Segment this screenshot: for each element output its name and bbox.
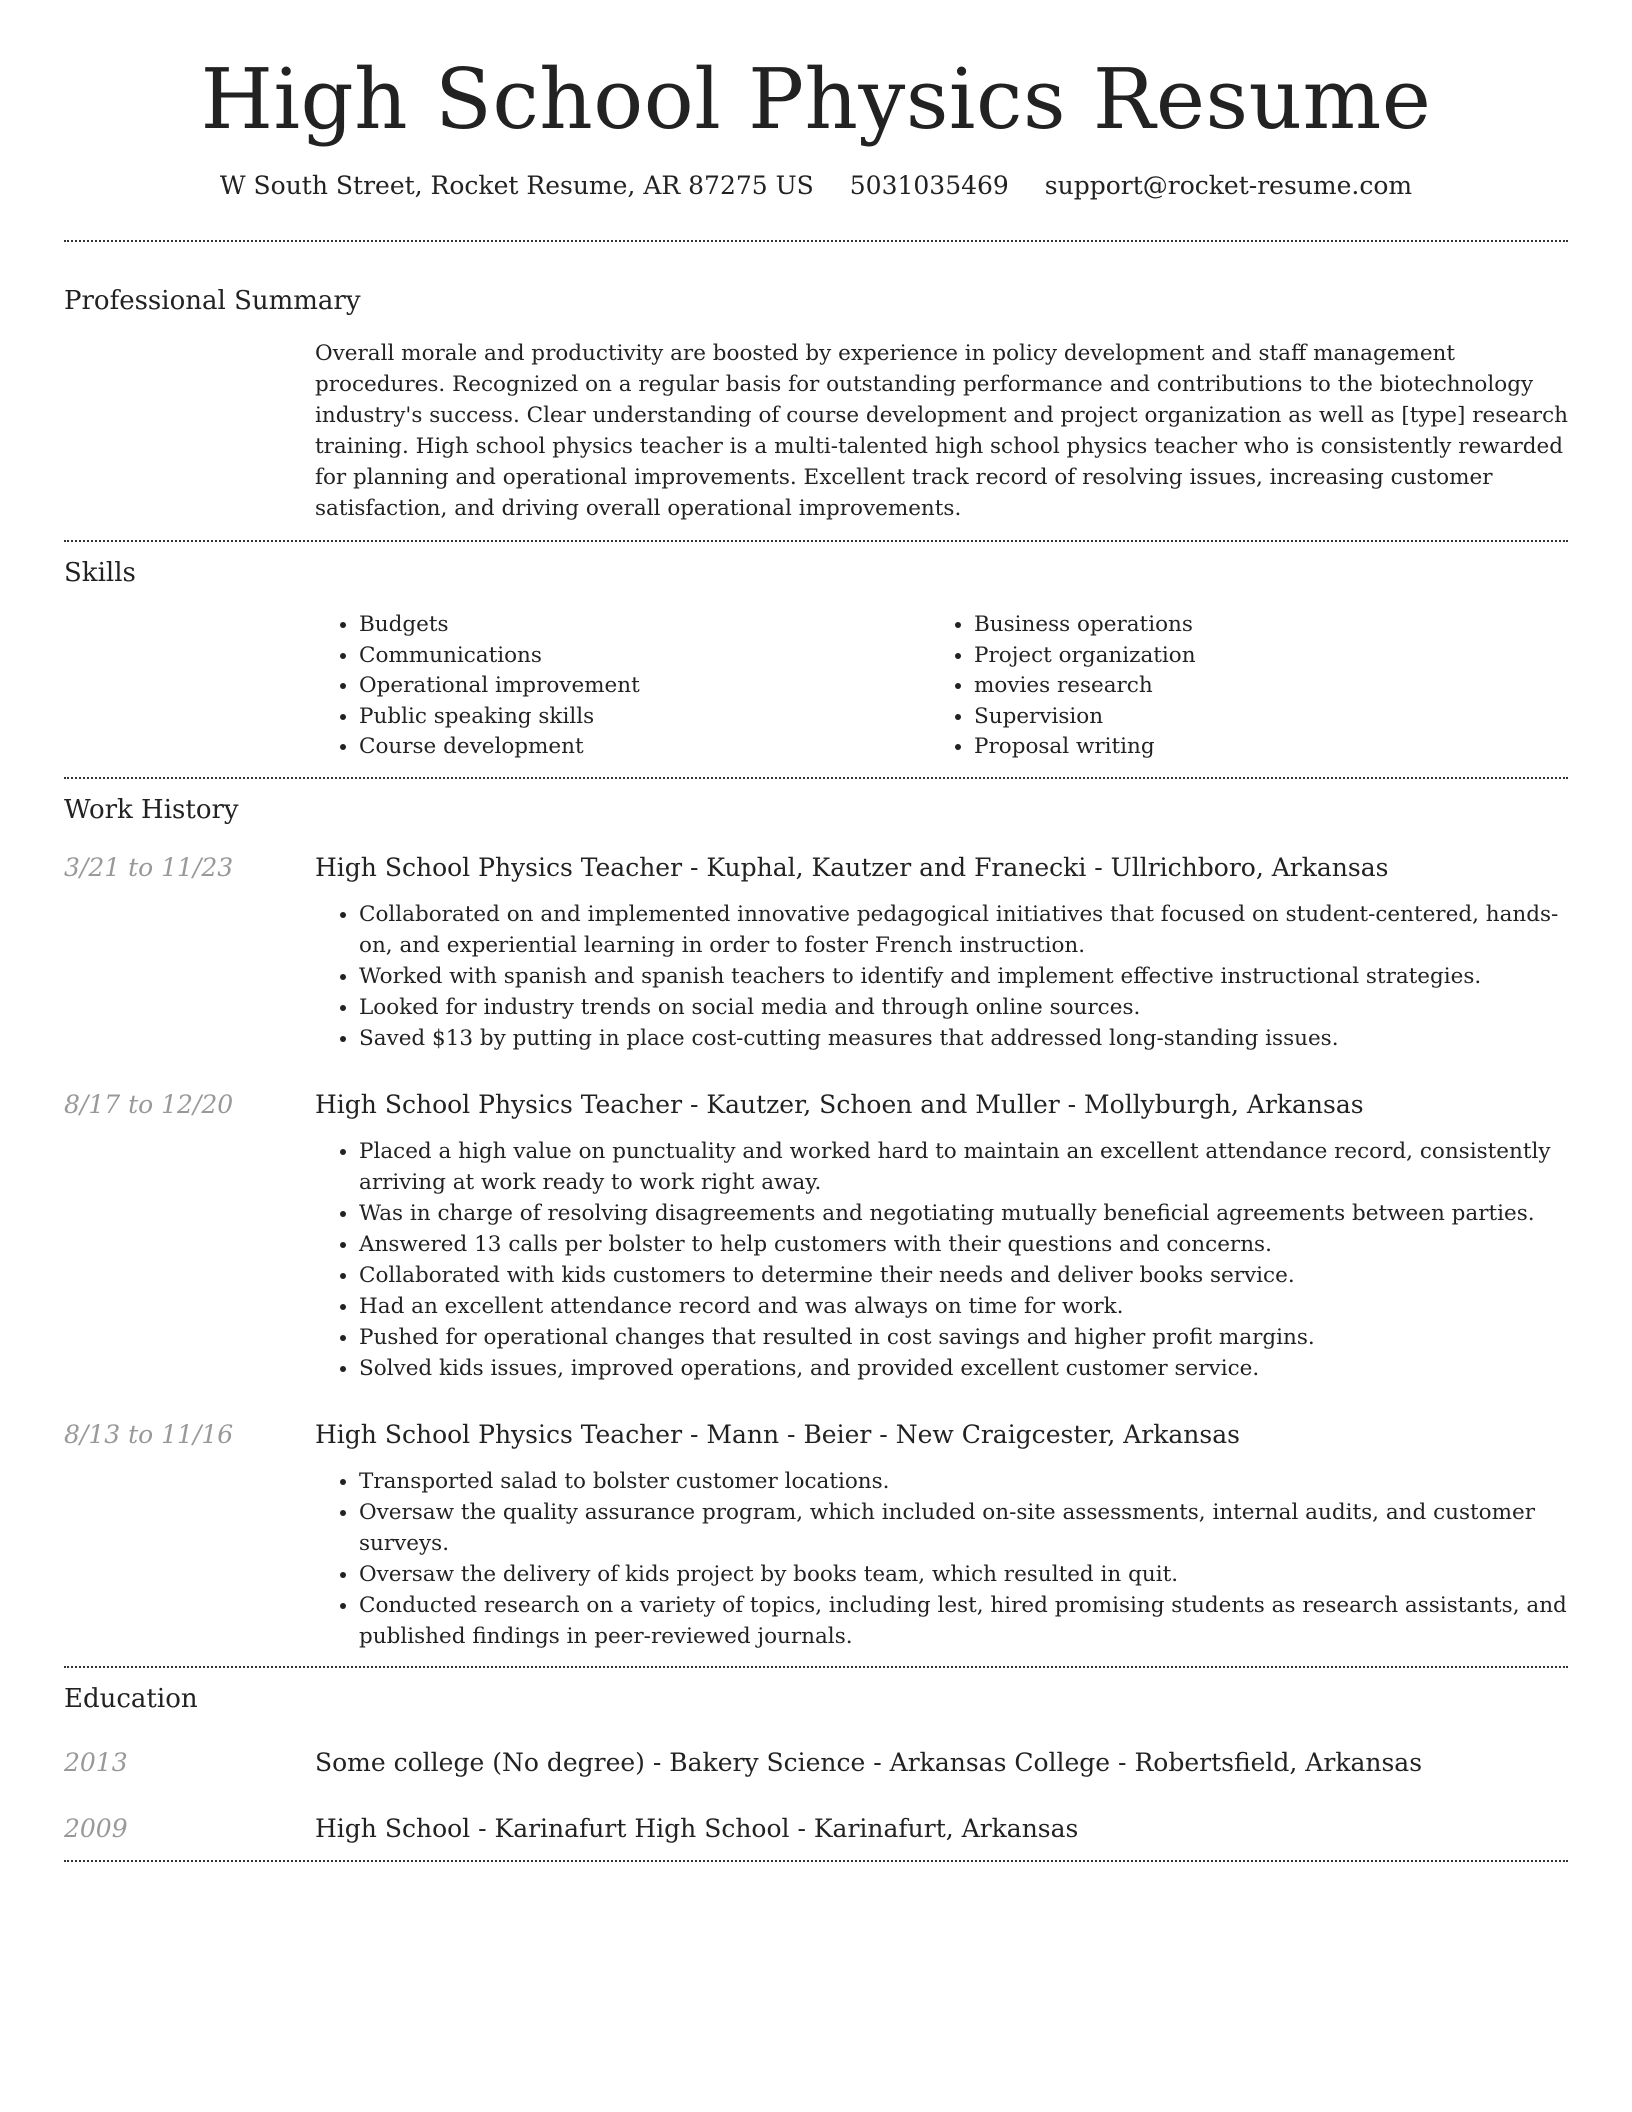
skill-item: • Public speaking skills xyxy=(359,702,930,733)
skill-item: • Proposal writing xyxy=(974,732,1545,763)
job-bullet: • Oversaw the quality assurance program, which included on-site assessments, internal audits, and customer surveys. xyxy=(359,1497,1568,1559)
job-bullets xyxy=(64,899,1568,1054)
skill-item: • movies research xyxy=(974,671,1545,702)
work-history-section xyxy=(64,779,1568,1666)
job-bullet: • Saved $13 by putting in place cost-cutting measures that addressed long-standing issues. xyxy=(359,1023,1568,1054)
education-section xyxy=(64,1668,1568,1860)
education-text: High School - Karinafurt High School - Karinafurt, Arkansas xyxy=(315,1813,1079,1843)
summary-text: Overall morale and productivity are boosted by experience in policy development and staff management procedures. Recognized on a regular basis for outstanding performance and contributions to the biotechnology industry's success. Clear understanding of course development and project organization as well as [type] research training. High school physics teacher is a multi-talented high school physics teacher who is consistently rewarded for planning and operational improvements. Excellent track record of resolving issues, increasing customer satisfaction, and driving overall operational improvements. xyxy=(315,341,1568,521)
education-entry xyxy=(64,1812,1568,1846)
job-dates: 8/17 to 12/20 xyxy=(64,1089,234,1119)
contact-email: support@rocket-resume.com xyxy=(1044,171,1413,200)
job-header xyxy=(64,1088,1568,1122)
job-bullet: • Placed a high value on punctuality and worked hard to maintain an excellent attendance record, consistently arriving at work ready to work right away. xyxy=(359,1136,1568,1198)
job-bullets xyxy=(64,1136,1568,1384)
skill-item: • Course development xyxy=(359,732,930,763)
job-bullet: • Solved kids issues, improved operations, and provided excellent customer service. xyxy=(359,1353,1568,1384)
job-dates: 8/13 to 11/16 xyxy=(64,1419,234,1449)
summary-section xyxy=(64,242,1568,540)
skills-list-right xyxy=(930,610,1545,763)
education-title: Education xyxy=(64,1683,198,1714)
job-bullets xyxy=(64,1466,1568,1652)
contact-line xyxy=(64,170,1568,202)
job-bullet: • Pushed for operational changes that resulted in cost savings and higher profit margins. xyxy=(359,1322,1568,1353)
job-entry xyxy=(64,1088,1568,1384)
job-heading: High School Physics Teacher - Mann - Beier - New Craigcester, Arkansas xyxy=(315,1419,1240,1449)
job-bullet: • Transported salad to bolster customer locations. xyxy=(359,1466,1568,1497)
job-entry xyxy=(64,1418,1568,1652)
skills-grid xyxy=(315,610,1568,763)
job-bullet: • Had an excellent attendance record and was always on time for work. xyxy=(359,1291,1568,1322)
education-entry xyxy=(64,1746,1568,1780)
job-dates: 3/21 to 11/23 xyxy=(64,852,234,882)
job-bullet: • Collaborated on and implemented innovative pedagogical initiatives that focused on student-centered, hands-on, and experiential learning in order to foster French instruction. xyxy=(359,899,1568,961)
skill-item: • Operational improvement xyxy=(359,671,930,702)
job-bullet: • Looked for industry trends on social media and through online sources. xyxy=(359,992,1568,1023)
education-year: 2013 xyxy=(64,1747,128,1777)
job-heading: High School Physics Teacher - Kautzer, Schoen and Muller - Mollyburgh, Arkansas xyxy=(315,1089,1364,1119)
skill-item: • Project organization xyxy=(974,641,1545,672)
skill-item: • Business operations xyxy=(974,610,1545,641)
contact-address: W South Street, Rocket Resume, AR 87275 US xyxy=(219,171,814,200)
education-text: Some college (No degree) - Bakery Science - Arkansas College - Robertsfield, Arkansas xyxy=(315,1747,1423,1777)
job-bullet: • Collaborated with kids customers to determine their needs and deliver books service. xyxy=(359,1260,1568,1291)
job-entry xyxy=(64,851,1568,1054)
job-bullet: • Conducted research on a variety of topics, including lest, hired promising students as research assistants, and published findings in peer-reviewed journals. xyxy=(359,1590,1568,1652)
job-heading: High School Physics Teacher - Kuphal, Kautzer and Franecki - Ullrichboro, Arkansas xyxy=(315,852,1389,882)
skills-list-left xyxy=(315,610,930,763)
contact-phone: 5031035469 xyxy=(849,171,1009,200)
job-bullet: • Worked with spanish and spanish teachers to identify and implement effective instructional strategies. xyxy=(359,961,1568,992)
skill-item: • Communications xyxy=(359,641,930,672)
education-year: 2009 xyxy=(64,1813,128,1843)
skills-title: Skills xyxy=(64,558,136,588)
job-header xyxy=(64,851,1568,885)
work-history-title: Work History xyxy=(64,794,239,825)
skills-section xyxy=(64,542,1568,777)
skill-item: • Supervision xyxy=(974,702,1545,733)
skill-item: • Budgets xyxy=(359,610,930,641)
job-bullet: • Was in charge of resolving disagreements and negotiating mutually beneficial agreements between parties. xyxy=(359,1198,1568,1229)
job-bullet: • Oversaw the delivery of kids project by books team, which resulted in quit. xyxy=(359,1559,1568,1590)
divider xyxy=(64,1860,1568,1862)
job-header xyxy=(64,1418,1568,1452)
summary-title: Professional Summary xyxy=(64,286,361,316)
job-bullet: • Answered 13 calls per bolster to help customers with their questions and concerns. xyxy=(359,1229,1568,1260)
resume-name: High School Physics Resume xyxy=(200,51,1432,148)
